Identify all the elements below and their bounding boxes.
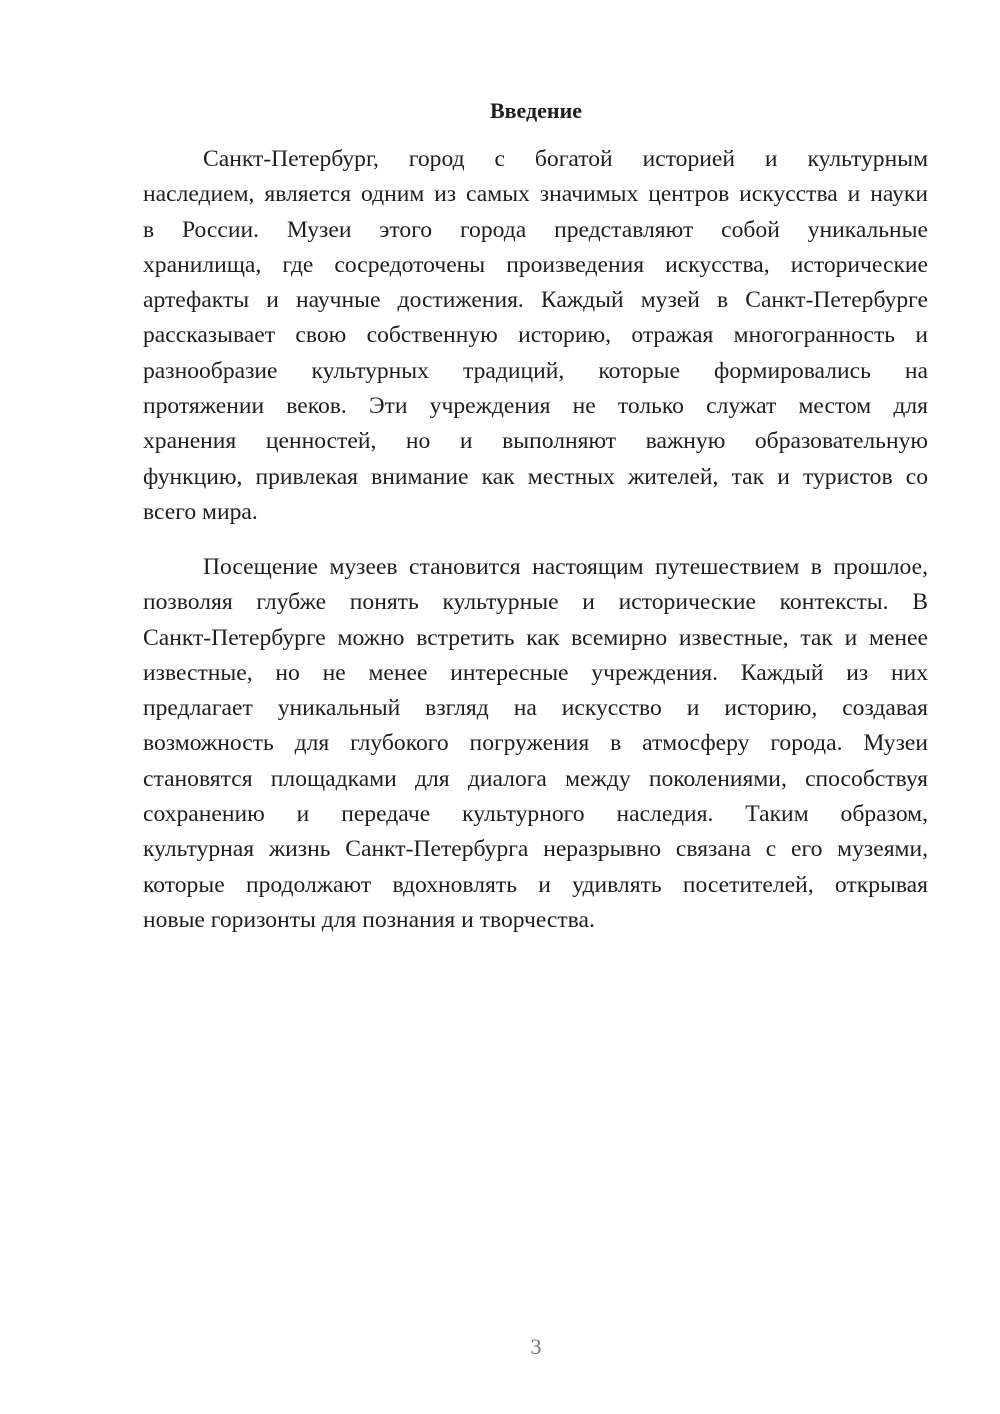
text-line: наследием, является одним из самых значимых центров искусства и науки xyxy=(143,181,928,208)
text-line: предлагает уникальный взгляд на искусство и историю, создавая xyxy=(143,695,928,722)
text-line: становятся площадками для диалога между поколениями, способствуя xyxy=(143,765,928,792)
text-line: рассказывает свою собственную историю, отражая многогранность и xyxy=(143,322,928,349)
text-line: хранилища, где сосредоточены произведения искусства, исторические xyxy=(143,251,928,278)
page-title: Введение xyxy=(489,98,583,123)
text-line: культурная жизнь Санкт-Петербурга неразрывно связана с его музеями, xyxy=(143,836,928,863)
text-line: функцию, привлекая внимание как местных жителей, так и туристов со xyxy=(143,463,928,490)
text-line: Санкт-Петербург, город с богатой историей и культурным xyxy=(203,146,928,172)
text-line: Санкт-Петербурге можно встретить как всемирно известные, так и менее xyxy=(143,624,928,651)
text-line: возможность для глубокого погружения в атмосферу города. Музеи xyxy=(143,730,928,757)
text-line: позволяя глубже понять культурные и исторические контексты. В xyxy=(143,589,928,616)
paragraph-museum-visits xyxy=(143,550,928,938)
page-number: 3 xyxy=(530,1334,542,1359)
text-line: всего мира. xyxy=(143,498,258,525)
text-line: протяжении веков. Эти учреждения не только служат местом для xyxy=(143,393,928,420)
text-line: хранения ценностей, но и выполняют важную образовательную xyxy=(143,428,928,455)
text-line: разнообразие культурных традиций, которые формировались на xyxy=(143,357,928,384)
text-line: которые продолжают вдохновлять и удивлять посетителей, открывая xyxy=(143,871,928,898)
text-line: известные, но не менее интересные учреждения. Каждый из них xyxy=(143,659,928,686)
paragraph-introduction xyxy=(143,142,928,530)
text-line: в России. Музеи этого города представляют собой уникальные xyxy=(143,216,928,243)
text-line: артефакты и научные достижения. Каждый музей в Санкт-Петербурге xyxy=(143,287,928,314)
text-line: новые горизонты для познания и творчества. xyxy=(143,906,595,933)
text-line: Посещение музеев становится настоящим путешествием в прошлое, xyxy=(203,554,928,580)
text-line: сохранению и передаче культурного наследия. Таким образом, xyxy=(143,801,928,828)
